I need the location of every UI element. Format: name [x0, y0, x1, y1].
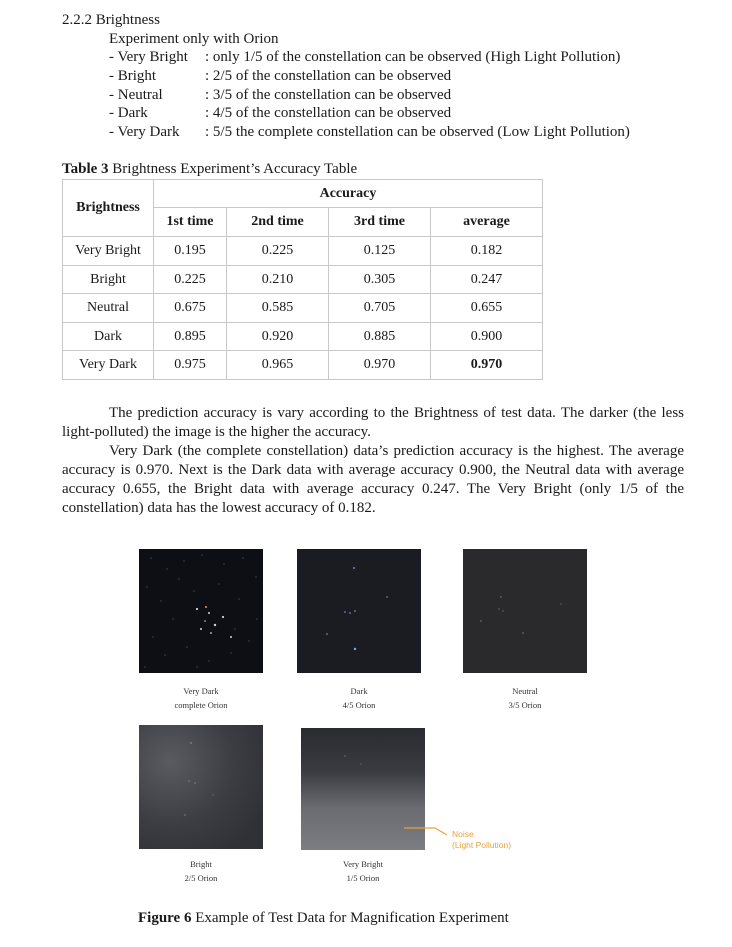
table-cell: 0.705: [329, 294, 431, 323]
table-cell: 0.900: [431, 323, 543, 351]
table-caption-label: Table 3: [62, 161, 109, 177]
definition-label: - Very Dark: [109, 124, 180, 140]
definition-desc: : 5/5 the complete constellation can be observed (Low Light Pollution): [205, 124, 630, 140]
table-cell: 0.885: [329, 323, 431, 351]
section-intro: Experiment only with Orion: [109, 31, 279, 47]
row-label: Very Bright: [63, 237, 154, 266]
table-caption-text: Brightness Experiment’s Accuracy Table: [108, 161, 358, 177]
row-label: Neutral: [63, 294, 154, 323]
group-header-accuracy: Accuracy: [154, 180, 543, 208]
noise-label: Noise: [452, 829, 474, 839]
paragraph-2: Very Dark (the complete constellation) data’s prediction accuracy is the highest. The average accuracy is 0.970. Next is the Dark data with average accuracy 0.900, the Neutral data with average accuracy 0.655, the Bright data with average accuracy 0.247. The Very Bright (only 1/5 of the constellation) data has the lowest accuracy of 0.182.: [62, 443, 684, 516]
table-cell: 0.675: [154, 294, 227, 323]
panel-caption-sub: 2/5 Orion: [184, 873, 218, 883]
table-cell: 0.920: [227, 323, 329, 351]
panel-caption-dark: [297, 684, 421, 712]
panel-caption-neutral: [463, 684, 587, 712]
panel-caption-sub: complete Orion: [174, 700, 228, 710]
panel-caption-title: Neutral: [512, 686, 538, 696]
table-caption: [62, 160, 357, 178]
table-cell: 0.585: [227, 294, 329, 323]
photo-dark: [297, 549, 421, 673]
row-header-brightness: Brightness: [63, 180, 154, 237]
column-header: 3rd time: [329, 208, 431, 237]
table-row: [63, 294, 543, 323]
table-cell: 0.247: [431, 266, 543, 294]
panel-caption-bright: [139, 857, 263, 885]
row-label: Dark: [63, 323, 154, 351]
table-cell: 0.655: [431, 294, 543, 323]
definition-desc: : 2/5 of the constellation can be observed: [205, 68, 452, 84]
definition-label: - Bright: [109, 68, 157, 84]
figure-caption-text: Example of Test Data for Magnification Experiment: [191, 910, 509, 926]
table-cell: 0.970: [329, 351, 431, 380]
table-cell: 0.125: [329, 237, 431, 266]
panel-caption-title: Very Dark: [183, 686, 219, 696]
row-label: Bright: [63, 266, 154, 294]
row-label: Very Dark: [63, 351, 154, 380]
panel-caption-sub: 4/5 Orion: [342, 700, 376, 710]
paragraph-1: The prediction accuracy is vary according to the Brightness of test data. The darker (the less light-polluted) the image is the higher the accuracy.: [62, 405, 684, 440]
table-cell: 0.210: [227, 266, 329, 294]
figure-caption-label: Figure 6: [138, 910, 192, 926]
definition-label: - Neutral: [109, 87, 163, 103]
column-header: 1st time: [154, 208, 227, 237]
table-cell: 0.182: [431, 237, 543, 266]
noise-arrow-icon: [403, 822, 453, 836]
photo-neutral: [463, 549, 587, 673]
photo-bright: [139, 725, 263, 849]
panel-caption-sub: 1/5 Orion: [346, 873, 380, 883]
panel-caption-very-bright: [301, 857, 425, 885]
table-cell: 0.225: [227, 237, 329, 266]
definition-desc: : 3/5 of the constellation can be observed: [205, 87, 452, 103]
definition-desc: : 4/5 of the constellation can be observed: [205, 105, 452, 121]
table-row: [63, 351, 543, 380]
figure-caption: [138, 909, 509, 927]
section-heading: 2.2.2 Brightness: [62, 12, 160, 28]
photo-very-dark: [139, 549, 263, 673]
definition-label: - Very Bright: [109, 49, 188, 65]
table-row: [63, 237, 543, 266]
table-cell: 0.895: [154, 323, 227, 351]
table-cell: 0.225: [154, 266, 227, 294]
table-cell: 0.305: [329, 266, 431, 294]
panel-caption-title: Dark: [350, 686, 368, 696]
panel-caption-title: Very Bright: [343, 859, 383, 869]
noise-sublabel: (Light Pollution): [452, 840, 512, 850]
table-cell-best-average: 0.970: [431, 351, 543, 380]
definition-desc: : only 1/5 of the constellation can be observed (High Light Pollution): [205, 49, 621, 65]
definition-label: - Dark: [109, 105, 148, 121]
table-cell: 0.195: [154, 237, 227, 266]
column-header: average: [431, 208, 543, 237]
panel-caption-sub: 3/5 Orion: [508, 700, 542, 710]
panel-caption-very-dark: [139, 684, 263, 712]
panel-caption-title: Bright: [190, 859, 212, 869]
accuracy-table: [62, 179, 543, 380]
column-header: 2nd time: [227, 208, 329, 237]
table-row: [63, 266, 543, 294]
table-row: [63, 323, 543, 351]
table-cell: 0.975: [154, 351, 227, 380]
table-cell: 0.965: [227, 351, 329, 380]
